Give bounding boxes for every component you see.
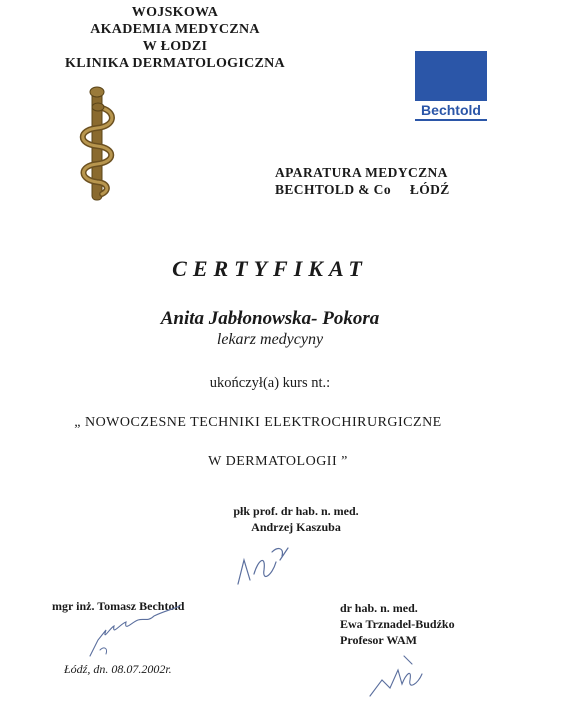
signature-right	[366, 650, 426, 700]
signatory-name: Andrzej Kaszuba	[251, 520, 341, 534]
company-line: BECHTOLD & Co ŁÓDŹ	[275, 182, 450, 197]
institution-line: W ŁODZI	[142, 39, 208, 54]
company-block	[275, 164, 505, 198]
bechtold-logo	[415, 51, 487, 121]
signatory-center	[196, 503, 396, 535]
signature-left	[84, 600, 194, 660]
rod-of-asclepius-emblem	[72, 86, 122, 204]
signatory-title: płk prof. dr hab. n. med.	[233, 504, 359, 518]
logo-text: Bechtold	[415, 101, 487, 119]
signatory-right	[340, 600, 540, 648]
signatory-left-name: mgr inż. Tomasz Bechtold	[52, 599, 185, 613]
institution-header	[40, 4, 310, 72]
signatory-title: dr hab. n. med.	[340, 601, 418, 615]
recipient-name: Anita Jabłonowska- Pokora	[160, 308, 380, 329]
date-place: Łódź, dn. 08.07.2002r.	[64, 662, 172, 676]
signatory-name: Ewa Trznadel-Budźko	[340, 617, 455, 631]
institution-line: KLINIKA DERMATOLOGICZNA	[65, 56, 285, 71]
course-title-line: „ NOWOCZESNE TECHNIKI ELEKTROCHIRURGICZNE	[74, 415, 442, 430]
signatory-role: Profesor WAM	[340, 633, 417, 647]
certificate-title: CERTYFIKAT	[172, 256, 368, 281]
institution-line: WOJSKOWA	[131, 5, 219, 20]
recipient-profession: lekarz medycyny	[216, 331, 324, 348]
institution-line: AKADEMIA MEDYCZNA	[90, 22, 260, 37]
completion-text: ukończył(a) kurs nt.:	[209, 375, 331, 391]
signature-center	[232, 540, 294, 588]
company-line: APARATURA MEDYCZNA	[275, 165, 448, 180]
course-title-line: W DERMATOLOGII ”	[208, 454, 348, 469]
